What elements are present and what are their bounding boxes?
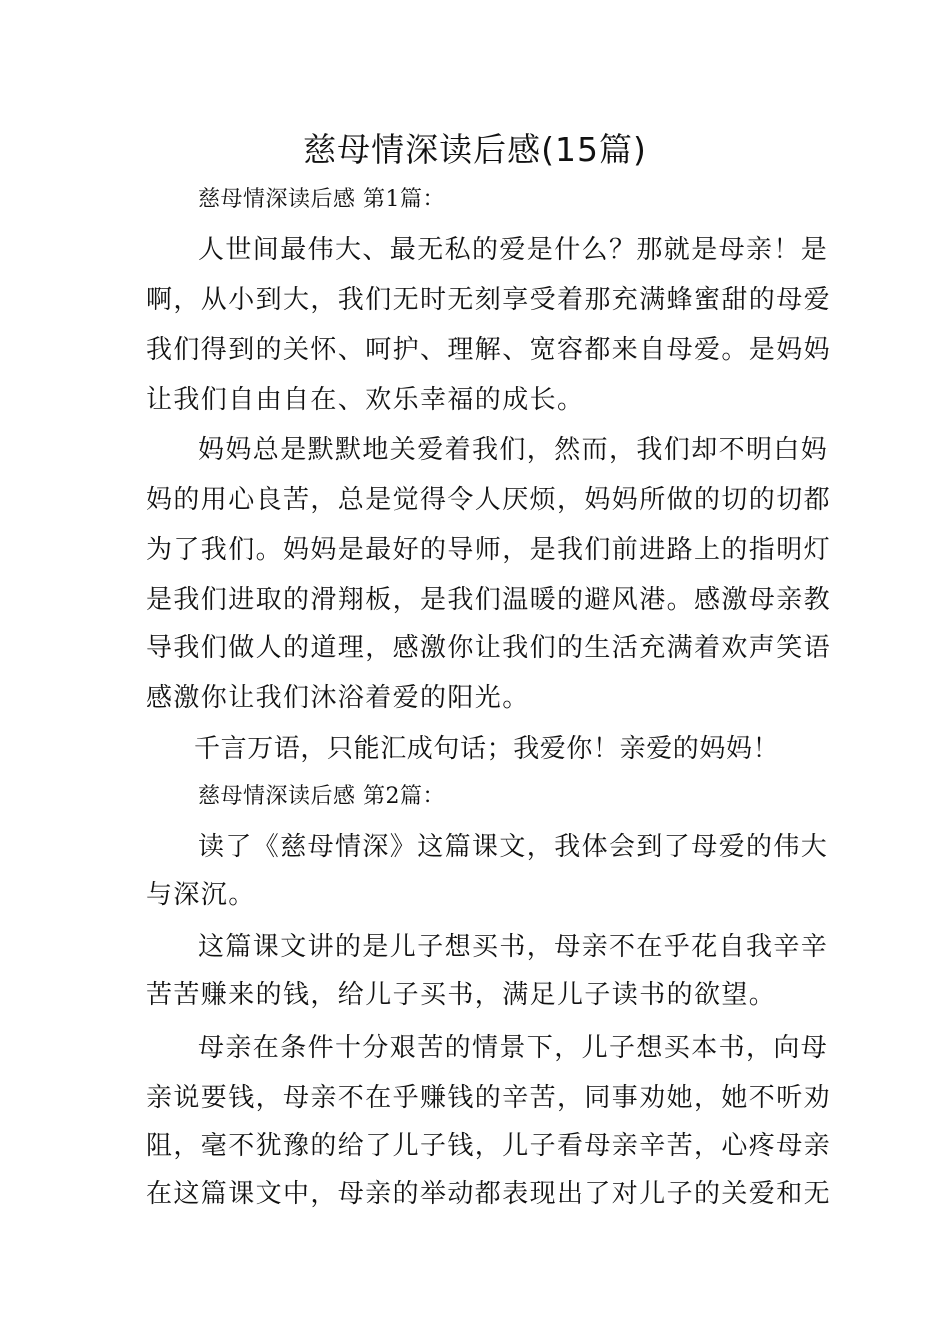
paragraph-line: 让我们自由自在、欢乐幸福的成长。: [146, 385, 585, 415]
paragraph-line: 为了我们。妈妈是最好的导师，是我们前进路上的指明灯: [146, 535, 832, 565]
paragraph-line: 啊，从小到大，我们无时无刻享受着那充满蜂蜜甜的母爱: [146, 285, 832, 315]
section-heading: 慈母情深读后感 第1篇：: [198, 187, 445, 212]
paragraph-line: 读了《慈母情深》这篇课文，我体会到了母爱的伟大: [198, 832, 829, 862]
document-title: 慈母情深读后感(15篇): [303, 130, 647, 169]
paragraph-line: 妈的用心良苦，总是觉得令人厌烦，妈妈所做的切的切都: [146, 485, 832, 515]
paragraph-line: 母亲在条件十分艰苦的情景下，儿子想买本书，向母: [198, 1033, 829, 1063]
paragraph-line: 苦苦赚来的钱，给儿子买书，满足儿子读书的欲望。: [146, 980, 777, 1010]
paragraph-line: 千言万语，只能汇成句话；我爱你！亲爱的妈妈！: [194, 734, 780, 764]
paragraph-line: 阻，毫不犹豫的给了儿子钱，儿子看母亲辛苦，心疼母亲: [146, 1131, 832, 1161]
paragraph-line: 这篇课文讲的是儿子想买书，母亲不在乎花自我辛辛: [198, 932, 829, 962]
paragraph-line: 导我们做人的道理，感激你让我们的生活充满着欢声笑语: [146, 633, 832, 663]
paragraph-line: 人世间最伟大、最无私的爱是什么？那就是母亲！是: [198, 235, 829, 265]
paragraph-line: 感激你让我们沐浴着爱的阳光。: [146, 683, 530, 713]
paragraph-line: 亲说要钱，母亲不在乎赚钱的辛苦，同事劝她，她不听劝: [146, 1083, 832, 1113]
paragraph-line: 妈妈总是默默地关爱着我们，然而，我们却不明白妈: [198, 435, 829, 465]
paragraph-line: 我们得到的关怀、呵护、理解、宽容都来自母爱。是妈妈: [146, 335, 832, 365]
paragraph-line: 在这篇课文中，母亲的举动都表现出了对儿子的关爱和无: [146, 1179, 832, 1209]
section-heading: 慈母情深读后感 第2篇：: [198, 784, 445, 809]
paragraph-line: 与深沉。: [146, 880, 256, 910]
paragraph-line: 是我们进取的滑翔板，是我们温暖的避风港。感激母亲教: [146, 585, 832, 615]
